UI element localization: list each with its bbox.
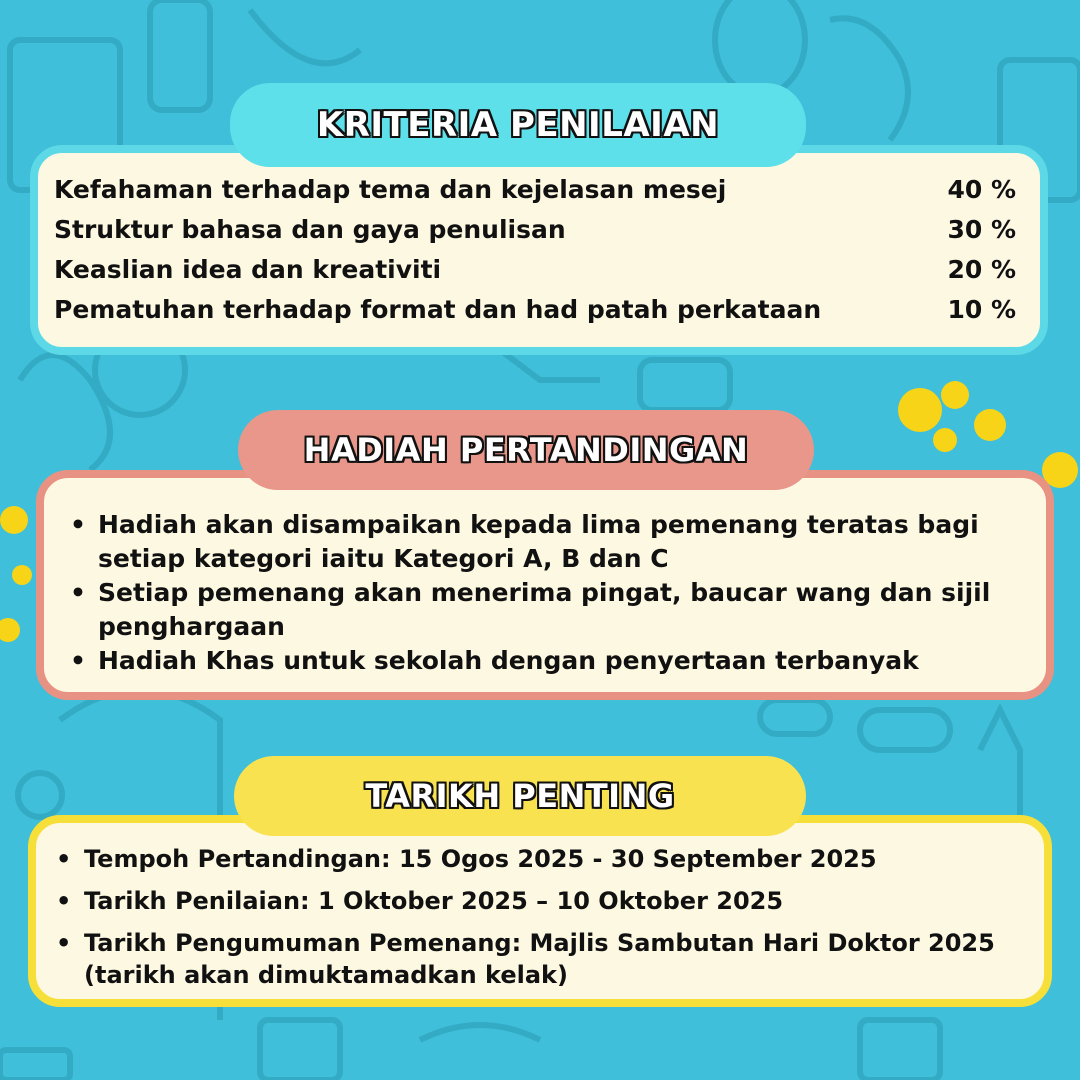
date-text: Tempoh Pertandingan: 15 Ogos 2025 - 30 September 2025 — [84, 845, 877, 873]
criteria-row — [54, 215, 1016, 251]
pill-pack-icon — [640, 360, 730, 410]
bullet-icon: • — [70, 578, 86, 607]
criteria-row — [54, 295, 1016, 331]
medicine-box-icon — [860, 1020, 940, 1080]
criteria-panel — [30, 145, 1048, 355]
stethoscope-icon — [830, 18, 908, 140]
prize-text: Hadiah akan disampaikan kepada lima pemenang teratas bagi setiap kategori iaitu Kategori A, B dan C — [98, 510, 979, 573]
dates-title: TARIKH PENTING — [234, 756, 806, 836]
criteria-row — [54, 255, 1016, 291]
criteria-weight: 10 % — [947, 295, 1016, 324]
capsule-icon — [860, 710, 950, 750]
criteria-label: Pematuhan terhadap format dan had patah perkataan — [54, 295, 822, 324]
dates-list — [56, 843, 1024, 1001]
prize-text: Hadiah Khas untuk sekolah dengan penyertaan terbanyak — [98, 646, 919, 675]
criteria-title: KRITERIA PENILAIAN — [230, 83, 806, 167]
bullet-icon: • — [56, 929, 72, 957]
list-item — [70, 508, 1016, 576]
test-tube-icon — [150, 0, 210, 110]
criteria-label: Keaslian idea dan kreativiti — [54, 255, 442, 284]
bullet-icon: • — [70, 646, 86, 675]
criteria-weight: 40 % — [947, 175, 1016, 204]
stethoscope-head-icon — [18, 773, 62, 817]
bullet-icon: • — [70, 510, 86, 539]
prize-text: Setiap pemenang akan menerima pingat, baucar wang dan sijil penghargaan — [98, 578, 991, 641]
microscope-icon — [250, 10, 360, 63]
paint-splash — [898, 388, 942, 432]
criteria-row — [54, 175, 1016, 211]
bullet-icon: • — [56, 845, 72, 873]
criteria-label: Kefahaman terhadap tema dan kejelasan mesej — [54, 175, 727, 204]
criteria-weight: 20 % — [947, 255, 1016, 284]
list-item — [56, 843, 1024, 875]
list-item — [70, 644, 1016, 678]
prizes-title: HADIAH PERTANDINGAN — [238, 410, 814, 490]
criteria-weight: 30 % — [947, 215, 1016, 244]
prizes-list — [70, 508, 1016, 678]
bacteria-icon — [715, 0, 805, 95]
bullet-icon: • — [56, 887, 72, 915]
prizes-panel — [36, 470, 1054, 700]
date-text: Tarikh Penilaian: 1 Oktober 2025 – 10 Oktober 2025 — [84, 887, 784, 915]
bandage-icon — [420, 1025, 540, 1040]
hand-icon — [980, 710, 1020, 830]
date-text: Tarikh Pengumuman Pemenang: Majlis Sambutan Hari Doktor 2025 (tarikh akan dimuktamadkan kelak) — [84, 929, 995, 989]
thermometer-icon — [0, 1050, 70, 1080]
criteria-label: Struktur bahasa dan gaya penulisan — [54, 215, 566, 244]
bottle-icon — [260, 1020, 340, 1080]
list-item — [56, 885, 1024, 917]
capsule-icon-2 — [760, 700, 830, 734]
dates-panel — [28, 815, 1052, 1007]
list-item — [56, 927, 1024, 991]
list-item — [70, 576, 1016, 644]
